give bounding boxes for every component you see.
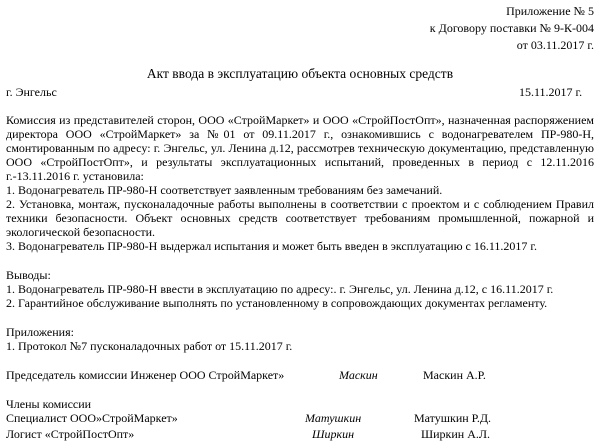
appendix-number: Приложение № 5 [506,4,594,18]
chairman-name: Маскин А.Р. [423,368,486,382]
finding-item: 1. Водонагреватель ПР-980-Н соответствует заявленным требованиям без замечаний. [6,183,443,197]
chairman-signature: Маскин [339,368,378,382]
member-role: Специалист ООО»СтройМаркет» [6,411,178,425]
finding-item: 3. Водонагреватель ПР-980-Н выдержал испытания и может быть введен в эксплуатацию с 16.11.2017 г. [6,239,537,253]
place: г. Энгельс [6,85,57,99]
attachment-item: 1. Протокол №7 пусконаладочных работ от 15.11.2017 г. [6,339,293,353]
attachments-heading: Приложения: [6,325,74,339]
members-heading: Члены комиссии [6,397,92,411]
member-role: Логист «СтройПостОпт» [6,427,135,441]
conclusion-item: 2. Гарантийное обслуживание выполнять по установленному в сопровождающих документах регламенту. [6,296,548,310]
contract-reference: к Договору поставки № 9-К-004 [429,21,594,35]
act-date: 15.11.2017 г. [519,85,583,99]
chairman-role: Председатель комиссии Инженер ООО СтройМаркет» [6,368,285,382]
document-title: Акт ввода в эксплуатацию объекта основных средств [146,66,454,81]
finding-item: 2. Установка, монтаж, пусконаладочные работы выполнены в соответствии с проектом и с соблюдением Правил техники безопасности. Объект основных средств соответствует требованиям промышленной, пожарной и экологической безопасности. [6,197,594,240]
member-signature: Матушкин [305,411,362,425]
conclusions-heading: Выводы: [6,268,51,282]
member-name: Ширкин А.Л. [421,427,491,441]
member-name: Матушкин Р.Д. [414,411,492,425]
conclusion-item: 1. Водонагреватель ПР-980-Н ввести в эксплуатацию по адресу:. г. Энгельс, ул. Ленина д.12, с 16.11.2017 г. [6,282,554,296]
member-signature: Ширкин [312,427,355,441]
intro-paragraph: Комиссия из представителей сторон, ООО «СтройМаркет» и ООО «СтройПостОпт», назначенная распоряжением директора ООО «СтройМаркет» за №01 от 09.11.2017 г., ознакомившись с водонагревателем ПР-980-Н, смонтированным по адресу: г. Энгельс, ул. Ленина д.12, рассмотрев техническую документацию, представленную ООО «СтройПостОпт», и результаты эксплуатационных испытаний, проведенных в период с 12.11.2016 г.-13.11.2016 г. установила: [6,113,594,184]
contract-date: от 03.11.2017 г. [516,38,594,52]
